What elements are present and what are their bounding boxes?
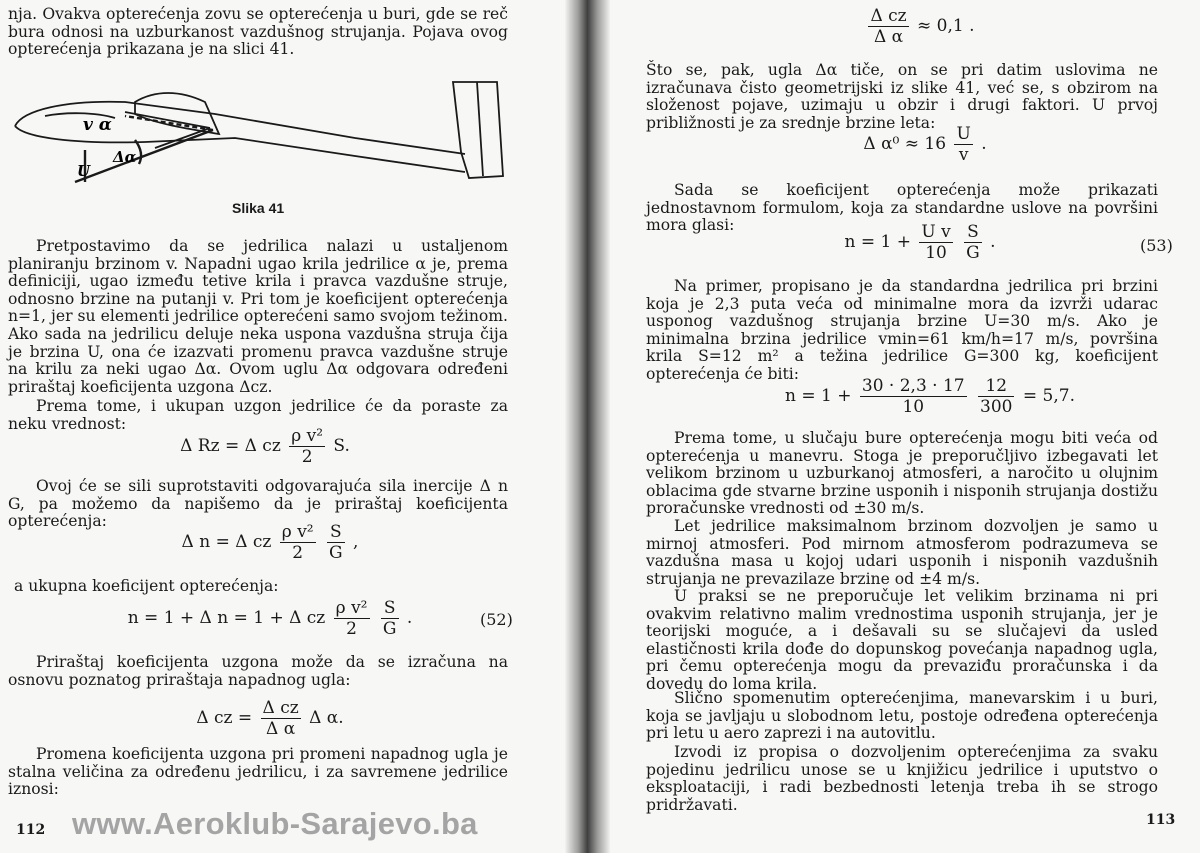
eq-calc-tail: = 5,7. xyxy=(1022,386,1075,406)
eq-alpha-fraction xyxy=(954,124,972,165)
equation-calculation xyxy=(780,376,1080,417)
eq-dn-fraction-1 xyxy=(280,522,316,563)
eq-ratio-tail: ≈ 0,1 . xyxy=(917,16,975,36)
eq-drz-num: ρ v² xyxy=(291,426,324,446)
glider-figure xyxy=(5,72,535,192)
right-paragraph-5: Let jedrilice maksimalnom brzinom dozvoljen je samo u mirnoj atmosferi. Pod mirnom atmosferom podrazumeva se vazdušna masa u kojoj udari usponih i nisponih vazdušnih strujanja ne prevazilaze brzine od ±4 m/s. xyxy=(646,517,1158,588)
eq-calc-den1: 10 xyxy=(860,396,967,417)
eq-53-den1: 10 xyxy=(919,242,952,263)
eq-dcz-tail: Δ α. xyxy=(309,708,344,728)
eq-ratio-den: Δ α xyxy=(868,26,908,47)
label-u: U xyxy=(77,162,91,180)
equation-delta-rz xyxy=(150,426,380,467)
eq-ratio-fraction xyxy=(868,6,908,47)
eq-53-num2: S xyxy=(967,222,979,242)
label-delta-alpha: Δα xyxy=(113,148,137,166)
eq-n-tail: . xyxy=(406,608,413,628)
book-gutter xyxy=(565,0,610,853)
left-paragraph-3: Ovoj će se sili suprotstaviti odgovarajuća sila inercije Δ n G, pa možemo da napišemo da je priraštaj koeficijenta opterećenja: xyxy=(8,477,508,531)
watermark: www.Aeroklub-Sarajevo.ba xyxy=(72,806,478,841)
eq-53-num1: U v xyxy=(921,222,951,242)
figure-caption: Slika 41 xyxy=(232,200,285,216)
equation-n-53 xyxy=(820,222,1020,263)
right-paragraph-8: Izvodi iz propisa o dozvoljenim opterećenjima za svaku pojedinu jedrilicu unose se u knjižicu jedrilice i uputstvo o eksploataciji, i radi bezbednosti letenja treba ih se strogo pridržavati. xyxy=(646,743,1158,814)
left-paragraph-6: Promena koeficijenta uzgona pri promeni napadnog ugla je stalna veličina za određenu jedrilicu, i za savremene jedrilice iznosi: xyxy=(8,745,508,799)
right-paragraph-4: Prema tome, u slučaju bure opterećenja mogu biti veća od opterećenja u manevru. Stoga je preporučljivo izbegavati let velikom brzinom u uzburkanoj atmosferi, a naročito u olujnim oblacima gde stvarne brzine usponih i nisponih strujanja dostižu proračunske vrednosti od ±30 m/s. xyxy=(646,429,1158,518)
eq-calc-fraction-2 xyxy=(978,376,1014,417)
eq-n-num2: S xyxy=(383,598,396,618)
equation-ratio xyxy=(840,6,1000,47)
eq-n-den2: G xyxy=(382,619,397,639)
left-paragraph-top: nja. Ovakva opterećenja zovu se opterećenja u buri, gde se reč bura odnosi na uzburkanost vazdušnog strujanja. Pojava ovog opterećenja prikazana je na slici 41. xyxy=(8,5,508,59)
eq-53-den2: G xyxy=(966,243,980,263)
eq-dcz-lhs: Δ cz = xyxy=(196,708,253,728)
eq-alpha-lhs: Δ α⁰ ≈ 16 xyxy=(863,134,947,154)
eq-calc-fraction-1 xyxy=(860,376,967,417)
eq-calc-den2: 300 xyxy=(980,397,1013,417)
right-paragraph-3: Na primer, propisano je da standardna jedrilica pri brzini koja je 2,3 puta veća od minimalne mora da izvrži udarac usponog vazdušnog strujanja brzine U=30 m/s. Ako je minimalna brzina jedrilice vmin=61 km/h=17 m/s, površina krila S=12 m² a težina jedrilice G=300 kg, koeficijent opterećenja će biti: xyxy=(646,277,1158,383)
eq-dn-num2: S xyxy=(330,522,342,542)
eq-drz-den: 2 xyxy=(289,446,325,467)
page-number-right: 113 xyxy=(1146,812,1176,828)
eq-n-fraction-2 xyxy=(381,598,399,639)
left-paragraph-1: Pretpostavimo da se jedrilica nalazi u ustaljenom planiranju brzinom v. Napadni ugao krila jedrilice α je, prema definiciji, ugao između tetive krila i pravca vazdušne struje, odnosno brzine na putanji v. Pri tom je koeficijent opterećenja n=1, jer su elementi jedrilice opterećeni samo svojom težinom. Ako sada na jedrilicu deluje neka uspona vazdušna struja čija je brzina U, ona će izazvati promenu pravca vazdušne struje na krilu za neki ugao Δα. Ovom uglu Δα odgovara određeni priraštaj koeficijenta uzgona Δcz. xyxy=(8,237,508,396)
eq-dcz-fraction xyxy=(261,698,301,739)
equation-delta-cz xyxy=(160,698,380,739)
eq-53-tail: . xyxy=(990,232,996,252)
eq-dn-lhs: Δ n = Δ cz xyxy=(181,532,272,552)
left-page xyxy=(0,0,565,853)
eq-calc-num1: 30 · 2,3 · 17 xyxy=(861,376,965,396)
eq-n-den1: 2 xyxy=(334,618,370,639)
right-paragraph-7: Slično spomenutim opterećenjima, manevarskim i u buri, koja se javljaju u slobodnom letu, postoje određena opterećenja pri letu u aero zaprezi i na autovitlu. xyxy=(646,689,1158,743)
eq-drz-tail: S. xyxy=(333,436,350,456)
eq-drz-lhs: Δ Rz = Δ cz xyxy=(180,436,281,456)
eq-53-fraction-1 xyxy=(919,222,952,263)
left-paragraph-5: Priraštaj koeficijenta uzgona može da se izračuna na osnovu poznatog priraštaja napadnog ugla: xyxy=(8,653,508,689)
label-v-alpha: v α xyxy=(83,115,112,135)
eq-n-lhs: n = 1 + Δ n = 1 + Δ cz xyxy=(127,608,326,628)
equation-delta-n xyxy=(140,522,400,563)
left-paragraph-2: Prema tome, i ukupan uzgon jedrilice će da poraste za neku vrednost: xyxy=(8,397,508,433)
eq-dcz-num: Δ cz xyxy=(262,698,299,718)
eq-ratio-num: Δ cz xyxy=(870,6,907,26)
right-page xyxy=(610,0,1200,853)
eq-calc-lhs: n = 1 + xyxy=(785,386,852,406)
eq-53-lhs: n = 1 + xyxy=(844,232,911,252)
equation-n-52 xyxy=(110,598,430,639)
eq-dn-den1: 2 xyxy=(280,542,316,563)
eq-dn-num1: ρ v² xyxy=(281,522,314,542)
eq-dn-fraction-2 xyxy=(327,522,345,563)
eq-dcz-den: Δ α xyxy=(261,718,301,739)
right-paragraph-1: Što se, pak, ugla Δα tiče, on se pri datim uslovima ne izračunava čisto geometrijski iz slike 41, već se, s obzirom na složenost pojave, uzimaju u obzir i drugi faktori. U prvoj približnosti je za srednje brzine leta: xyxy=(646,61,1158,132)
eq-n-num1: ρ v² xyxy=(335,598,368,618)
equation-number-52: (52) xyxy=(480,610,513,629)
eq-53-fraction-2 xyxy=(964,222,982,263)
eq-dn-tail: , xyxy=(353,532,359,552)
equation-number-53: (53) xyxy=(1140,236,1173,255)
page-number-left: 112 xyxy=(16,822,46,838)
eq-n-fraction-1 xyxy=(334,598,370,639)
eq-dn-den2: G xyxy=(329,543,343,563)
eq-alpha-num: U xyxy=(956,124,971,144)
right-paragraph-6: U praksi se ne preporučuje let velikim brzinama ni pri ovakvim relativno malim vrednostima usponih strujanja, jer je teorijski moguće, a i dešavali su se slučajevi da usled elastičnosti krila dođe do dopunskog povećanja napadnog ugla, pri čemu opterećenja mogu da prevaziđu proračunska i da dovedu do loma krila. xyxy=(646,587,1158,693)
equation-delta-alpha xyxy=(840,124,1010,165)
eq-calc-num2: 12 xyxy=(985,376,1008,396)
eq-drz-fraction xyxy=(289,426,325,467)
eq-alpha-tail: . xyxy=(981,134,987,154)
right-paragraph-2: Sada se koeficijent opterećenja može prikazati jednostavnom formulom, koja za standardne uslove na površini mora glasi: xyxy=(646,181,1158,235)
eq-alpha-den: v xyxy=(954,144,972,165)
left-paragraph-4: a ukupna koeficijent opterećenja: xyxy=(14,577,279,595)
